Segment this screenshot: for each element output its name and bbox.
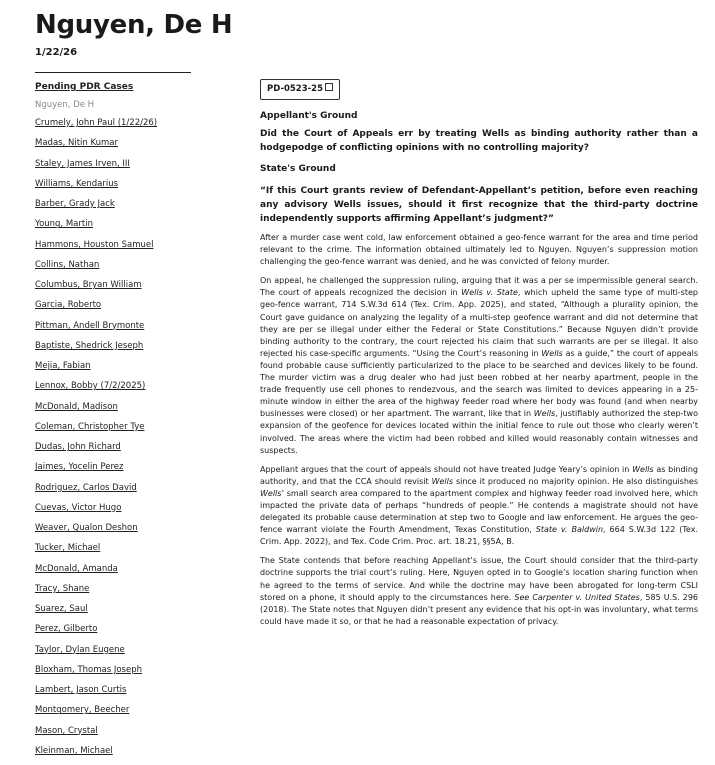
case-list-item [35,158,235,178]
case-list-item [35,644,235,664]
case-link[interactable]: Garcia, Roberto [35,300,102,311]
case-list-item [35,563,235,583]
case-list-item [35,421,235,441]
case-link[interactable]: Young, Martin [35,219,93,230]
case-link[interactable]: Mejia, Fabian [35,361,91,371]
appellant-ground-heading: Appellant's Ground [260,111,358,121]
page-date: 1/22/26 [35,47,78,58]
case-link[interactable]: Collins, Nathan [35,259,100,270]
case-list [35,117,235,765]
case-list-item [35,299,235,319]
case-link[interactable]: Perez, Gilberto [35,624,98,635]
case-link[interactable]: Coleman, Christopher Tye [35,421,145,432]
case-link[interactable]: Jaimes, Yocelin Perez [35,462,124,473]
appellant-ground-question: Did the Court of Appeals err by treating Wells as binding authority rather than a hodgepodge of conflicting opinions with no controlling majority? [260,129,698,153]
case-number-link[interactable] [260,79,340,100]
case-link[interactable]: Crumely, John Paul (1/22/26) [35,118,158,128]
paragraph-facts: After a murder case went cold, law enforcement obtained a geo-fence warrant for the area and time period relevant to the crime. The information obtained ultimately led to Nguyen. Nguyen’s suppression motion challenging the geo-fence warrant was denied, and he was convicted of felony murder. [260,233,698,267]
case-link[interactable]: Taylor, Dylan Eugene [35,644,125,655]
text-run: ’ small search area compared to the apartment complex and highway feeder road involved here, which impacted the private data of perhaps “hundreds of people.” He contends a magistrate should not have delegated its probable cause determination at step two to Google and law enforcement. He argues the geo-fence warrant violate the Fourth Amendment, Texas Constitution, [260,488,698,535]
case-link[interactable]: Barber, Grady Jack [35,199,115,209]
case-list-item [35,198,235,218]
paragraph-appeal [260,275,698,456]
case-link[interactable]: Tucker, Michael [35,543,101,554]
case-citation: Wells [533,409,556,419]
case-link[interactable]: McDonald, Amanda [35,563,118,574]
state-ground-question: “If this Court grants review of Defendant-Appellant’s petition, before even reaching any advisory Wells issues, should it first recognize that the third-party doctrine independently supports affirming Appellant’s judgment?” [260,186,698,224]
case-list-item [35,218,235,238]
case-list-item [35,178,235,198]
case-link[interactable]: Madas, Nitin Kumar [35,138,119,149]
case-list-item [35,725,235,745]
case-list-item [35,482,235,502]
case-link[interactable]: Staley, James Irven, III [35,158,130,169]
case-link[interactable]: Lambert, Jason Curtis [35,685,127,695]
text-run: On appeal, he challenged the suppression ruling, arguing that it was a per se impermissible general search. The court of appeals recognized the decision in [260,276,698,298]
text-run: The State contends that before reaching Appellant’s issue, the Court should consider that the third-party doctrine supports the trial court’s ruling. Here, Nguyen opted in to Google’s location sharing function when he agreed to the terms of service. And while the doctrine may have been abrogated for long-term CSLI stored on a phone, it should apply to the circumstances here. [260,556,698,602]
case-link[interactable]: Kleinman, Michael [35,745,113,756]
case-citation: Wells v. State [461,288,518,298]
case-link[interactable]: Suarez, Saul [35,604,88,614]
case-list-item [35,684,235,704]
case-list-item [35,441,235,461]
case-citation: Wells [260,488,282,498]
state-ground-heading: State's Ground [260,164,336,174]
case-list-item [35,704,235,724]
case-list-item [35,623,235,643]
case-list-item [35,117,235,137]
case-link[interactable]: Columbus, Bryan William [35,280,142,290]
paragraph-appellant-argument [260,464,698,549]
case-list-item [35,259,235,279]
case-link[interactable]: Montgomery, Beecher [35,705,130,716]
header-divider [35,72,191,73]
text-run: as a guide,” the court of appeals found probable cause sufficiently particularized to the place to be searched and devices likely to be found. The murder victim was a drug dealer who had just been robbed at her nearby apartment, people in the trade frequently use cell phones to rendezvous, and the search was limited to devices appearing in a 25-minute window in either the area of the highway feeder road where her body was found (and when nearby businesses were closed) or her apartment. The warrant, like that in [260,348,698,419]
case-number-label: PD-0523-25 [267,84,323,94]
pending-cases-heading: Pending PDR Cases [35,82,134,92]
case-link[interactable]: Weaver, Qualon Deshon [35,523,138,533]
case-link[interactable]: Baptiste, Shedrick Jeseph [35,340,144,351]
case-list-item [35,380,235,400]
case-list-item [35,522,235,542]
case-link[interactable]: Dudas, John Richard [35,442,121,452]
paragraph-state-argument [260,555,698,628]
case-list-item [35,542,235,562]
case-citation: Wells [632,464,654,474]
case-list-item [35,320,235,340]
case-list-item [35,461,235,481]
text-run: , 664 S.W.3d 122 (Tex. Crim. App. 2022), and Tex. Code Crim. Proc. art. 18.21, §§5A, B. [260,525,698,547]
case-list-item [35,239,235,259]
text-run: , 585 U.S. 296 (2018). The State notes that Nguyen didn’t present any evidence that his opt-in was involuntary, what terms could have made it so, or that he had a reasonable expectation of privacy. [260,592,699,626]
case-list-item [35,279,235,299]
text-run: , which upheld the same type of multi-step geo-fence warrant, 714 S.W.3d 614 (Tex. Crim. App. 2025), and stated, “Although a plurality opinion, the Court gave guidance on analyzing the legality of a multi-step geofence warrant and did not determine that they are per se illegal under either the Federal or State Constitutions.” Because Nguyen didn’t provide binding authority to the contrary, the court rejected his claim that such warrants are per se illegal. It also rejected his case-specific arguments. “Using the Court’s reasoning in [260,288,698,358]
case-list-item [35,603,235,623]
text-run: , justifiably authorized the step-two expansion of the geofence for devices located within the initial fence to rule out those who clearly weren’t involved. The areas where the victim had been robbed and killed would reasonably contain witnesses and suspects. [260,409,698,455]
case-link[interactable]: Tracy, Shane [35,583,90,594]
case-citation: See Carpenter v. United States [514,592,640,602]
text-run: Appellant argues that the court of appeals should not have treated Judge Yeary’s opinion in [260,464,633,474]
case-link[interactable]: Lennox, Bobby (7/2/2025) [35,381,146,392]
case-link[interactable]: Bloxham, Thomas Joseph [35,664,142,675]
case-list-item [35,360,235,380]
case-citation: State v. Baldwin [535,525,604,535]
case-link[interactable]: McDonald, Madison [35,401,118,412]
case-link[interactable]: Hammons, Houston Samuel [35,239,154,250]
case-citation: Wells [541,348,563,358]
case-list-item [35,583,235,603]
case-citation: Wells [431,476,454,486]
case-detail [260,76,698,628]
case-list-item [35,664,235,684]
case-list-item [35,502,235,522]
text-run: since it produced no majority opinion. He also distinguishes [453,476,698,486]
case-link[interactable]: Mason, Crystal [35,725,98,736]
case-link[interactable]: Pittman, Andell Brymonte [35,320,145,331]
page-title: Nguyen, De H [35,10,233,40]
text-run: as binding authority, and that the CCA should revisit [260,464,698,486]
case-link[interactable]: Williams, Kendarius [35,178,119,189]
pending-cases-sidebar [35,81,235,765]
case-link[interactable]: Rodriguez, Carlos David [35,482,137,493]
case-list-item [35,340,235,360]
case-list-item [35,401,235,421]
external-link-icon [325,83,333,91]
current-case-label: Nguyen, De H [35,100,95,110]
case-list-item [35,137,235,157]
case-link[interactable]: Cuevas, Victor Hugo [35,502,122,513]
